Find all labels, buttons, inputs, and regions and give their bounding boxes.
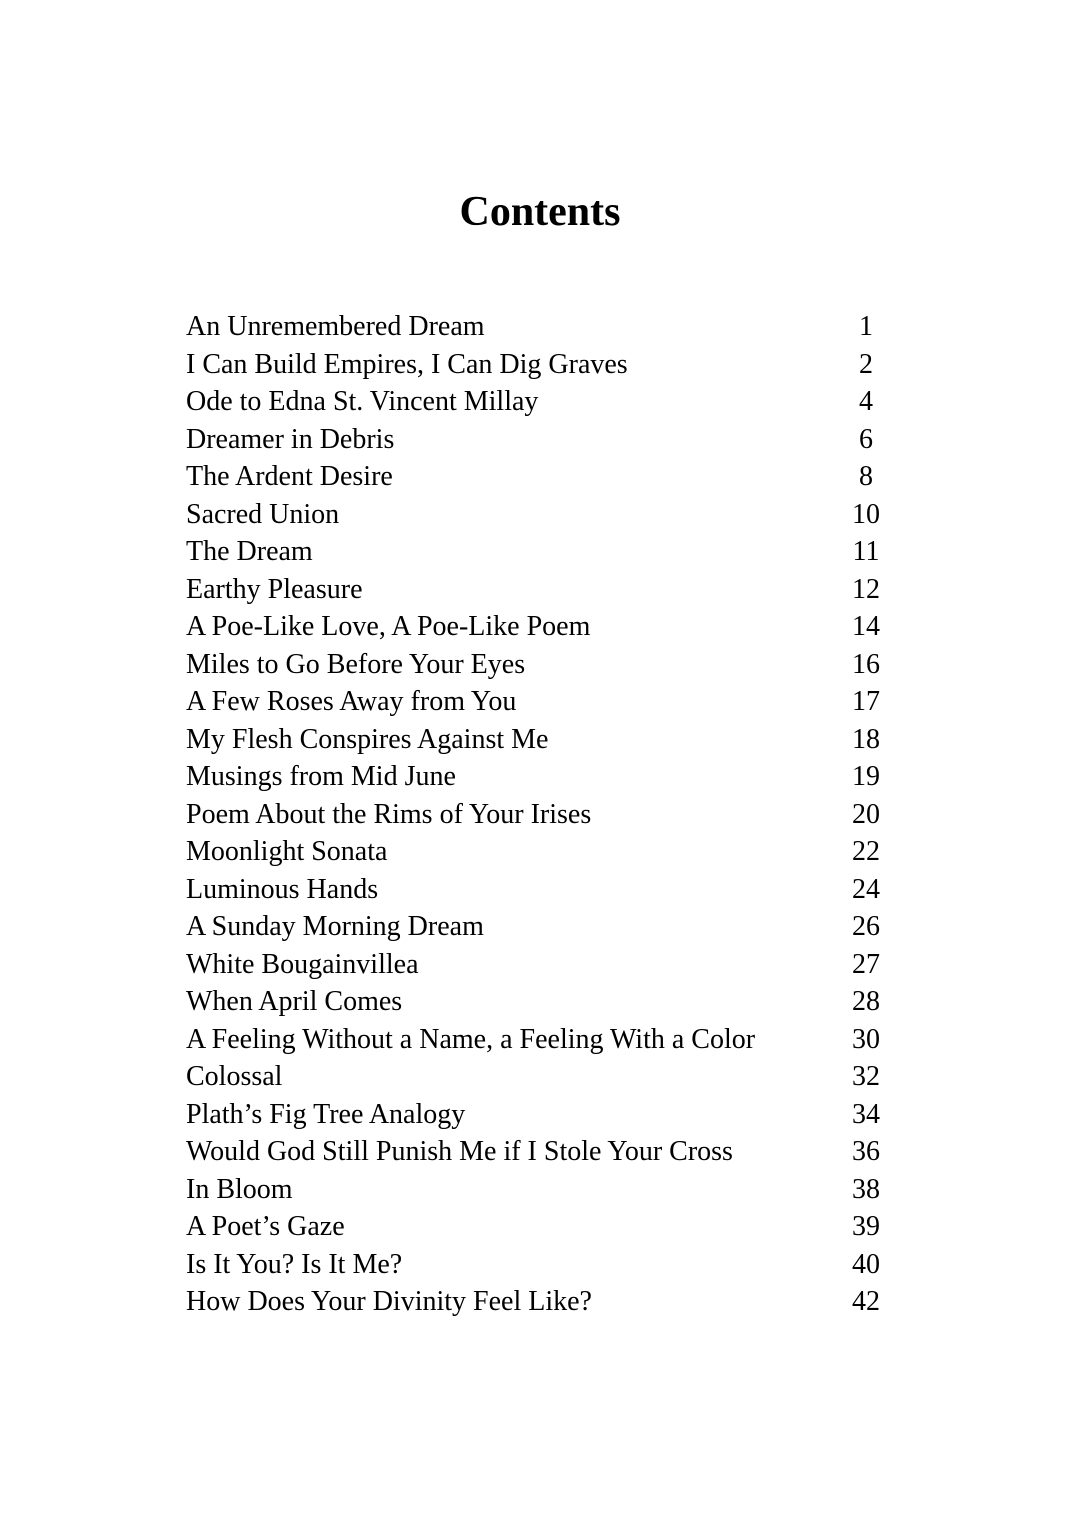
toc-entry bbox=[186, 496, 896, 534]
page-title: Contents bbox=[459, 189, 621, 235]
toc-entry-title: I Can Build Empires, I Can Dig Graves bbox=[186, 348, 628, 380]
toc-entry bbox=[186, 908, 896, 946]
toc-entry-title: My Flesh Conspires Against Me bbox=[186, 723, 549, 755]
toc-entry-page-number: 10 bbox=[852, 498, 880, 530]
toc-entry-page-number: 24 bbox=[852, 873, 880, 905]
toc-entry-page-number: 39 bbox=[852, 1211, 880, 1242]
toc-entry bbox=[186, 421, 896, 459]
toc-entry-page-number: 22 bbox=[852, 836, 880, 867]
toc-entry bbox=[186, 383, 896, 421]
toc-entry-page-number: 1 bbox=[859, 311, 873, 342]
toc-entry-title: The Dream bbox=[186, 536, 313, 567]
toc-entry-page-number: 32 bbox=[852, 1061, 880, 1092]
toc-entry bbox=[186, 983, 896, 1021]
toc-entry bbox=[186, 721, 896, 759]
toc-entry bbox=[186, 1283, 896, 1321]
toc-entry-title: Plath’s Fig Tree Analogy bbox=[186, 1098, 466, 1130]
toc-entry-page-number: 17 bbox=[852, 686, 880, 717]
toc-entry bbox=[186, 683, 896, 721]
toc-entry-page-number: 2 bbox=[859, 348, 873, 380]
toc-entry-page-number: 19 bbox=[852, 761, 880, 792]
toc-entry-title: The Ardent Desire bbox=[186, 461, 393, 492]
toc-entry-page-number: 38 bbox=[852, 1173, 880, 1205]
toc-entry-title: A Few Roses Away from You bbox=[186, 686, 517, 717]
toc-entry bbox=[186, 646, 896, 684]
toc-entry-title: A Poe-Like Love, A Poe-Like Poem bbox=[186, 611, 591, 642]
toc-entry bbox=[186, 1096, 896, 1134]
toc-entry-page-number: 20 bbox=[852, 798, 880, 830]
toc-entry-page-number: 36 bbox=[852, 1136, 880, 1167]
toc-entry-page-number: 4 bbox=[859, 386, 873, 417]
toc-entry-title: Sacred Union bbox=[186, 498, 340, 530]
toc-entry bbox=[186, 758, 896, 796]
toc-entry-title: A Poet’s Gaze bbox=[186, 1211, 345, 1242]
toc-entry-page-number: 28 bbox=[852, 986, 880, 1017]
toc-entry-page-number: 30 bbox=[852, 1023, 880, 1055]
toc-entry-title: Ode to Edna St. Vincent Millay bbox=[186, 386, 539, 417]
toc-entry-page-number: 8 bbox=[859, 461, 873, 492]
toc-entry-title: A Feeling Without a Name, a Feeling With a Color bbox=[186, 1023, 756, 1055]
toc-entry bbox=[186, 1021, 896, 1059]
toc-entry-title: Would God Still Punish Me if I Stole Your Cross bbox=[186, 1136, 733, 1167]
toc-entry-title: Moonlight Sonata bbox=[186, 836, 388, 867]
toc-entry bbox=[186, 308, 896, 346]
toc-entry-page-number: 40 bbox=[852, 1248, 880, 1280]
toc-entry-page-number: 27 bbox=[852, 948, 880, 980]
toc-entry-title: Musings from Mid June bbox=[186, 761, 456, 792]
toc-entry bbox=[186, 1208, 896, 1246]
toc-entry bbox=[186, 1133, 896, 1171]
toc-entry-title: A Sunday Morning Dream bbox=[186, 911, 484, 942]
toc-entry-page-number: 12 bbox=[852, 573, 880, 605]
toc-entry-title: Is It You? Is It Me? bbox=[186, 1248, 403, 1280]
toc-entry bbox=[186, 946, 896, 984]
toc-entry bbox=[186, 1246, 896, 1284]
toc-entry-title: How Does Your Divinity Feel Like? bbox=[186, 1286, 592, 1317]
toc-entry bbox=[186, 796, 896, 834]
toc-entry bbox=[186, 458, 896, 496]
toc-entry-title: Luminous Hands bbox=[186, 873, 379, 905]
toc-entry bbox=[186, 871, 896, 909]
toc-entry-page-number: 6 bbox=[859, 423, 873, 455]
toc-entry-title: Dreamer in Debris bbox=[186, 423, 395, 455]
toc-entry-page-number: 26 bbox=[852, 911, 880, 942]
toc-entry-title: White Bougainvillea bbox=[186, 948, 419, 980]
toc-entry-title: Colossal bbox=[186, 1061, 283, 1092]
toc-entry-page-number: 18 bbox=[852, 723, 880, 755]
toc-entry bbox=[186, 833, 896, 871]
toc-entry-title: Earthy Pleasure bbox=[186, 573, 363, 605]
toc-entry-title: An Unremembered Dream bbox=[186, 311, 485, 342]
table-of-contents bbox=[186, 308, 896, 1321]
toc-entry-page-number: 16 bbox=[852, 648, 880, 680]
toc-entry-title: In Bloom bbox=[186, 1173, 293, 1205]
toc-entry bbox=[186, 1171, 896, 1209]
toc-entry bbox=[186, 533, 896, 571]
toc-entry bbox=[186, 608, 896, 646]
toc-entry-page-number: 11 bbox=[852, 536, 880, 567]
toc-entry-page-number: 42 bbox=[852, 1286, 880, 1317]
toc-entry bbox=[186, 346, 896, 384]
toc-entry-page-number: 34 bbox=[852, 1098, 880, 1130]
toc-entry-title: Miles to Go Before Your Eyes bbox=[186, 648, 526, 680]
toc-entry bbox=[186, 571, 896, 609]
toc-entry-page-number: 14 bbox=[852, 611, 880, 642]
toc-entry-title: Poem About the Rims of Your Irises bbox=[186, 798, 592, 830]
toc-entry bbox=[186, 1058, 896, 1096]
toc-entry-title: When April Comes bbox=[186, 986, 403, 1017]
